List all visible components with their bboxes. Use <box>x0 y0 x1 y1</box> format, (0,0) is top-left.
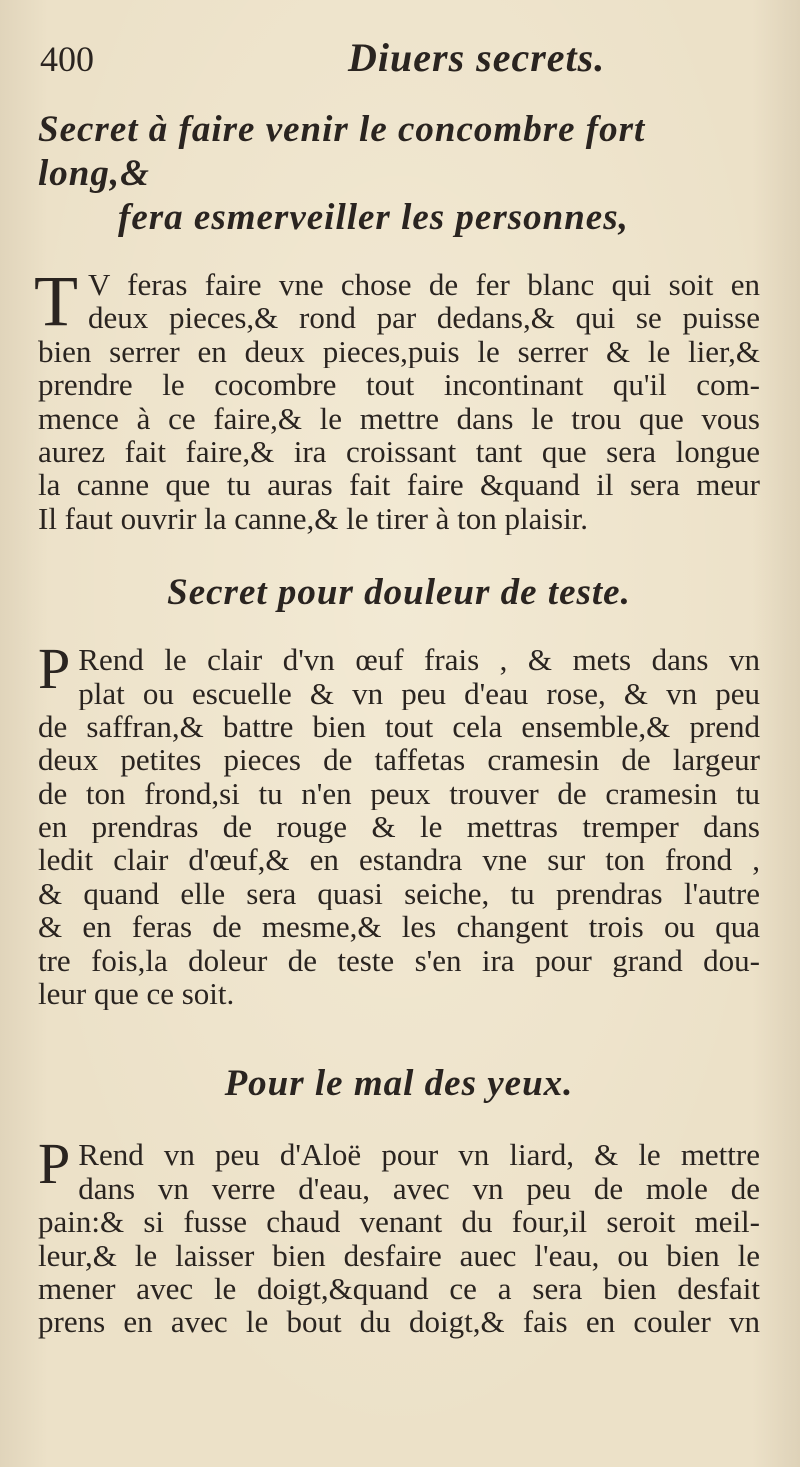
text-line: de saffran,& battre bien tout cela ensemble,& prend <box>38 709 760 744</box>
paragraph-douleur-teste <box>38 636 760 1011</box>
paragraph-concombre <box>34 261 760 536</box>
text-line: mener avec le doigt,&quand ce a sera bien desfait <box>38 1271 760 1306</box>
drop-cap: P <box>38 636 71 702</box>
text-line: prens en avec le bout du doigt,& fais en couler vn <box>38 1305 760 1339</box>
text-line: mence à ce faire,& le mettre dans le trou que vous <box>38 401 760 435</box>
paragraph-mal-yeux <box>38 1131 760 1339</box>
drop-cap: T <box>34 261 78 341</box>
heading-line: Secret à faire venir le concombre fort long,& <box>38 109 646 194</box>
text-line: Rend vn peu d'Aloë pour vn liard, & le mettre <box>78 1138 760 1172</box>
text-line: & quand elle sera quasi seiche, tu prendras l'autre <box>38 876 760 911</box>
drop-cap: P <box>38 1131 71 1197</box>
text-line: leur que ce soit. <box>38 977 235 1011</box>
text-line: Rend le clair d'vn œuf frais , & mets dans vn <box>78 643 760 677</box>
text-line: leur,& le laisser bien desfaire auec l'eau, ou bien le <box>38 1238 760 1272</box>
text-line: plat ou escuelle & vn peu d'eau rose, & vn peu <box>78 676 760 710</box>
text-line: aurez fait faire,& ira croissant tant que sera longue <box>38 434 760 469</box>
section-heading-mal-yeux: Pour le mal des yeux. <box>224 1063 574 1105</box>
text-line: bien serrer en deux pieces,puis le serrer & le lier,& <box>38 334 760 369</box>
heading-line: fera esmerveiller les personnes, <box>118 197 629 238</box>
text-line: ledit clair d'œuf,& en estandra vne sur ton frond , <box>38 843 760 877</box>
text-line: deux pieces,& rond par dedans,& qui se puisse <box>87 301 760 335</box>
text-line: pain:& si fusse chaud venant du four,il seroit meil- <box>38 1205 760 1239</box>
text-line: de ton frond,si tu n'en peux trouver de cramesin tu <box>38 776 760 811</box>
text-line: deux petites pieces de taffetas cramesin de largeur <box>38 743 760 777</box>
text-line: Il faut ouvrir la canne,& le tirer à ton plaisir. <box>38 501 589 536</box>
text-line: prendre le cocombre tout incontinant qu'il com- <box>38 368 760 402</box>
text-line: tre fois,la doleur de teste s'en ira pour grand dou- <box>38 943 760 978</box>
running-head <box>38 28 760 90</box>
section-heading-concombre <box>38 108 760 240</box>
text-line: la canne que tu auras fait faire &quand il sera meur <box>38 468 760 502</box>
page-number: 400 <box>40 39 94 79</box>
text-line: & en feras de mesme,& les changent trois ou qua <box>38 910 760 944</box>
section-heading-douleur-teste: Secret pour douleur de teste. <box>167 572 631 614</box>
text-line: V feras faire vne chose de fer blanc qui soit en <box>87 268 760 302</box>
text-line: en prendras de rouge & le mettras tremper dans <box>38 810 760 844</box>
running-title: Diuers secrets. <box>348 35 606 80</box>
text-line: dans vn verre d'eau, avec vn peu de mole de <box>78 1171 760 1206</box>
